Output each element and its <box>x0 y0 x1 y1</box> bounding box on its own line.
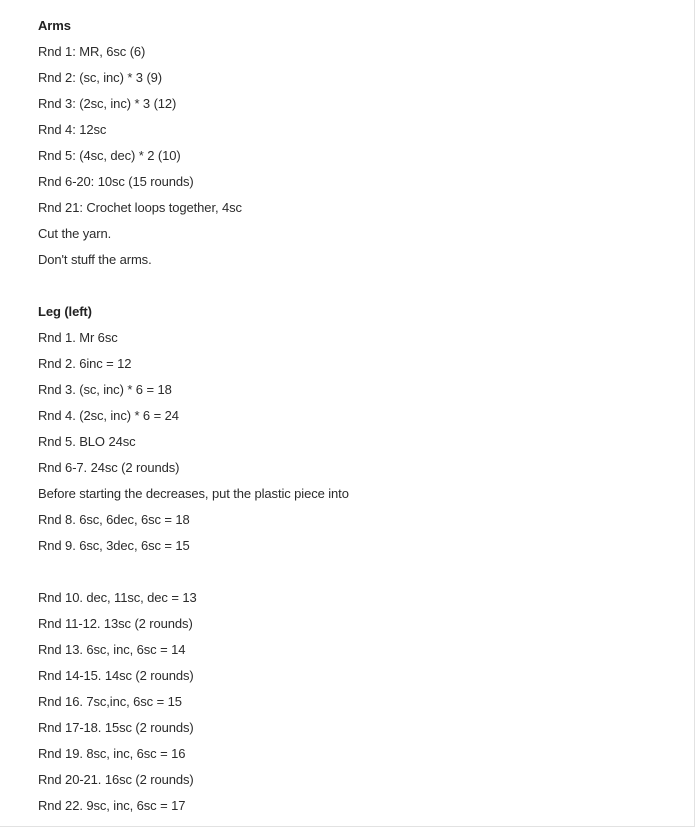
leg-round-17-18: Rnd 17-18. 15sc (2 rounds) <box>38 720 194 735</box>
arms-round-1: Rnd 1: MR, 6sc (6) <box>38 44 146 59</box>
leg-round-1: Rnd 1. Mr 6sc <box>38 330 118 345</box>
section-spacer <box>38 273 674 299</box>
leg-round-4: Rnd 4. (2sc, inc) * 6 = 24 <box>38 408 179 423</box>
arms-round-2: Rnd 2: (sc, inc) * 3 (9) <box>38 70 163 85</box>
leg-round-2: Rnd 2. 6inc = 12 <box>38 356 132 371</box>
leg-instruction-plastic: Before starting the decreases, put the plastic piece into <box>38 486 349 501</box>
arms-instruction-cut: Cut the yarn. <box>38 226 112 241</box>
leg-round-14-15: Rnd 14-15. 14sc (2 rounds) <box>38 668 194 683</box>
leg-round-8: Rnd 8. 6sc, 6dec, 6sc = 18 <box>38 512 190 527</box>
arms-round-3: Rnd 3: (2sc, inc) * 3 (12) <box>38 96 177 111</box>
pattern-content <box>38 13 674 819</box>
leg-round-10: Rnd 10. dec, 11sc, dec = 13 <box>38 590 197 605</box>
leg-left-heading: Leg (left) <box>38 304 92 319</box>
leg-round-9: Rnd 9. 6sc, 3dec, 6sc = 15 <box>38 538 190 553</box>
leg-round-19: Rnd 19. 8sc, inc, 6sc = 16 <box>38 746 186 761</box>
leg-round-16: Rnd 16. 7sc,inc, 6sc = 15 <box>38 694 182 709</box>
leg-left-section <box>38 299 674 819</box>
arms-section <box>38 13 674 273</box>
arms-round-4: Rnd 4: 12sc <box>38 122 107 137</box>
leg-round-11-12: Rnd 11-12. 13sc (2 rounds) <box>38 616 193 631</box>
leg-round-22: Rnd 22. 9sc, inc, 6sc = 17 <box>38 798 186 813</box>
leg-round-13: Rnd 13. 6sc, inc, 6sc = 14 <box>38 642 186 657</box>
leg-round-3: Rnd 3. (sc, inc) * 6 = 18 <box>38 382 172 397</box>
leg-round-5: Rnd 5. BLO 24sc <box>38 434 136 449</box>
arms-round-21: Rnd 21: Crochet loops together, 4sc <box>38 200 242 215</box>
leg-round-20-21: Rnd 20-21. 16sc (2 rounds) <box>38 772 194 787</box>
arms-instruction-stuff: Don't stuff the arms. <box>38 252 152 267</box>
leg-spacer <box>38 559 674 585</box>
arms-round-6-20: Rnd 6-20: 10sc (15 rounds) <box>38 174 194 189</box>
arms-heading: Arms <box>38 18 71 33</box>
arms-round-5: Rnd 5: (4sc, dec) * 2 (10) <box>38 148 181 163</box>
leg-round-6-7: Rnd 6-7. 24sc (2 rounds) <box>38 460 180 475</box>
